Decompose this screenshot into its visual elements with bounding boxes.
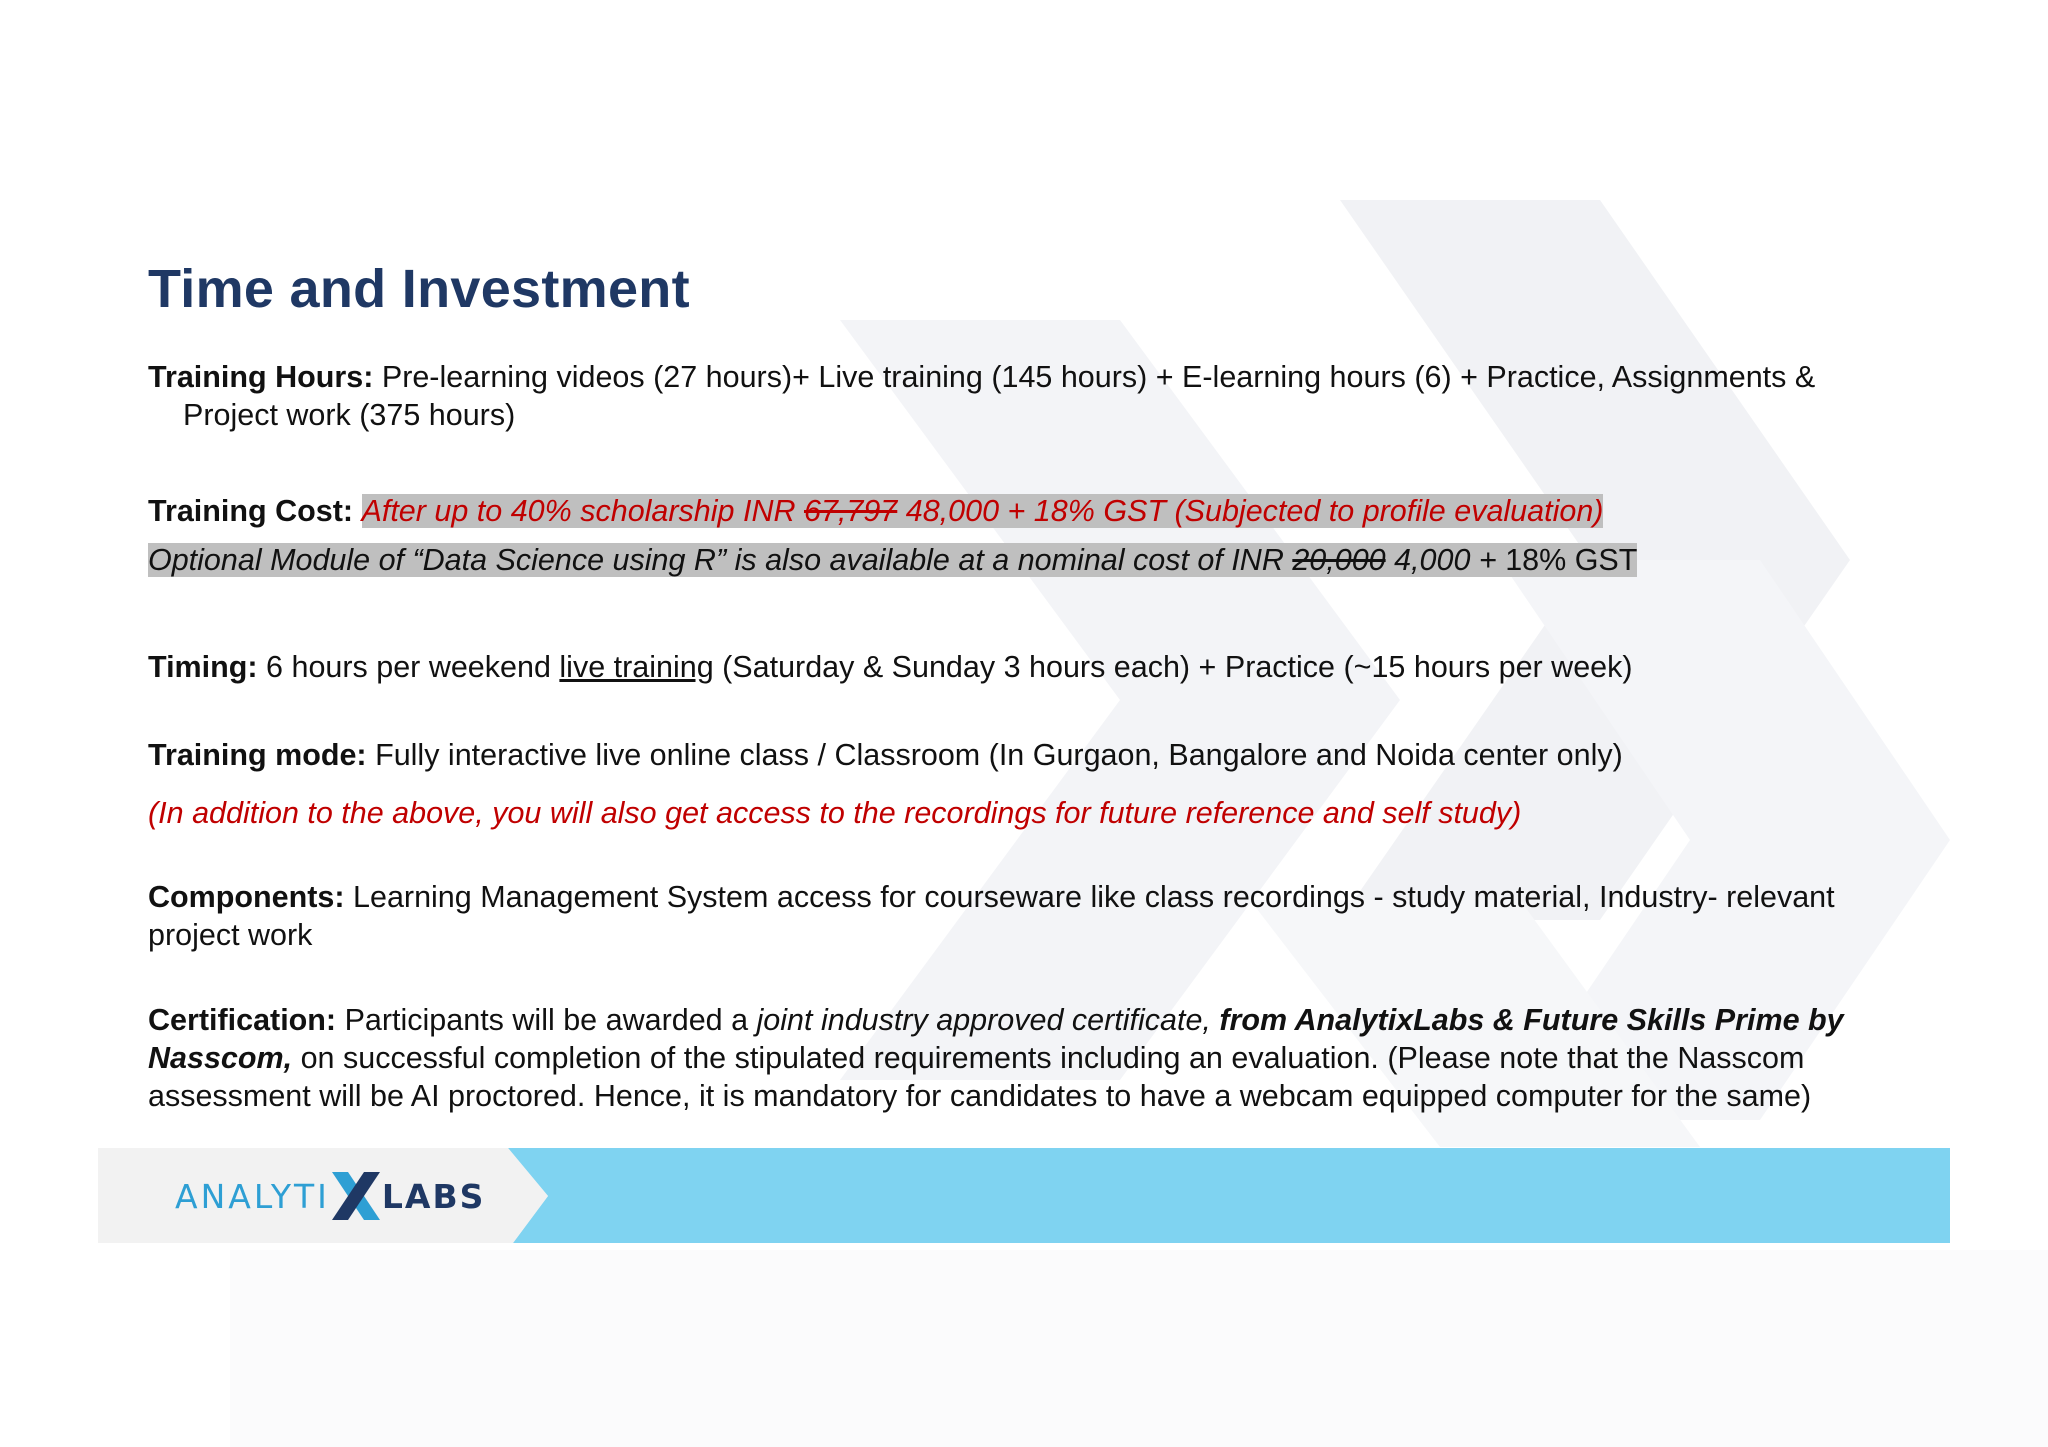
timing-text-before: 6 hours per weekend	[257, 650, 560, 684]
training-hours-line2	[148, 396, 515, 434]
certification-text2: on successful completion of the stipulated requirements including an evaluation. (Please note that the Nasscom	[292, 1041, 1805, 1075]
training-cost-line	[148, 492, 1603, 530]
optional-module-highlight	[148, 543, 1637, 577]
timing-label: Timing:	[148, 650, 258, 684]
training-cost-label: Training Cost:	[148, 494, 354, 528]
training-mode-label: Training mode:	[148, 738, 367, 772]
logo-text-labs: LABS	[381, 1176, 486, 1216]
optional-module-old-price: 20,000	[1292, 543, 1386, 577]
certification-line3	[148, 1077, 1811, 1115]
analytixlabs-logo	[175, 1176, 485, 1216]
certification-italic: joint industry approved certificate,	[756, 1003, 1220, 1037]
certification-text3: assessment will be AI proctored. Hence, it is mandatory for candidates to have a webcam equipped computer for the same)	[148, 1079, 1812, 1113]
training-hours-text: Pre-learning videos (27 hours)+ Live training (145 hours) + E-learning hours (6) + Practice, Assignments &	[373, 360, 1816, 394]
page-title: Time and Investment	[148, 259, 690, 319]
certification-line2	[148, 1039, 1804, 1077]
training-cost-old-price: 67,797	[803, 494, 898, 528]
logo-x-icon	[328, 1168, 384, 1224]
optional-module-prefix: Optional Module of “Data Science using R” is also available at a nominal cost of INR	[148, 543, 1293, 577]
optional-module-price: 4,000 +	[1385, 543, 1506, 577]
timing-live-training: live training	[559, 650, 714, 684]
timing-text-after: (Saturday & Sunday 3 hours each) + Practice (~15 hours per week)	[713, 650, 1633, 684]
training-mode-note: (In addition to the above, you will also get access to the recordings for future reference and self study)	[148, 796, 1522, 830]
training-mode-line	[148, 736, 1623, 774]
training-hours-label: Training Hours:	[148, 360, 374, 394]
optional-module-gst: 18% GST	[1505, 543, 1638, 577]
training-hours-line1	[148, 358, 1815, 396]
components-text-cont: project work	[148, 918, 313, 952]
components-line2	[148, 916, 312, 954]
logo-text-analyti: ANALYTI	[175, 1176, 330, 1216]
training-cost-suffix: 48,000 + 18% GST (Subjected to profile evaluation)	[897, 494, 1604, 528]
training-mode-text: Fully interactive live online class / Classroom (In Gurgaon, Bangalore and Noida center only)	[366, 738, 1623, 772]
optional-module-line	[148, 541, 1637, 579]
certification-bold-italic2: Nasscom,	[148, 1041, 293, 1075]
certification-bold-italic1: from AnalytixLabs & Future Skills Prime by	[1219, 1003, 1844, 1037]
certification-label: Certification:	[148, 1003, 337, 1037]
components-text: Learning Management System access for courseware like class recordings - study material, Industry- relevant	[344, 880, 1835, 914]
training-hours-text-cont: Project work (375 hours)	[183, 398, 516, 432]
certification-line1	[148, 1001, 1844, 1039]
certification-text1: Participants will be awarded a	[336, 1003, 757, 1037]
components-label: Components:	[148, 880, 345, 914]
components-line1	[148, 878, 1835, 916]
training-cost-offer	[362, 494, 1604, 528]
timing-line	[148, 648, 1633, 686]
training-cost-prefix: After up to 40% scholarship INR	[361, 494, 804, 528]
